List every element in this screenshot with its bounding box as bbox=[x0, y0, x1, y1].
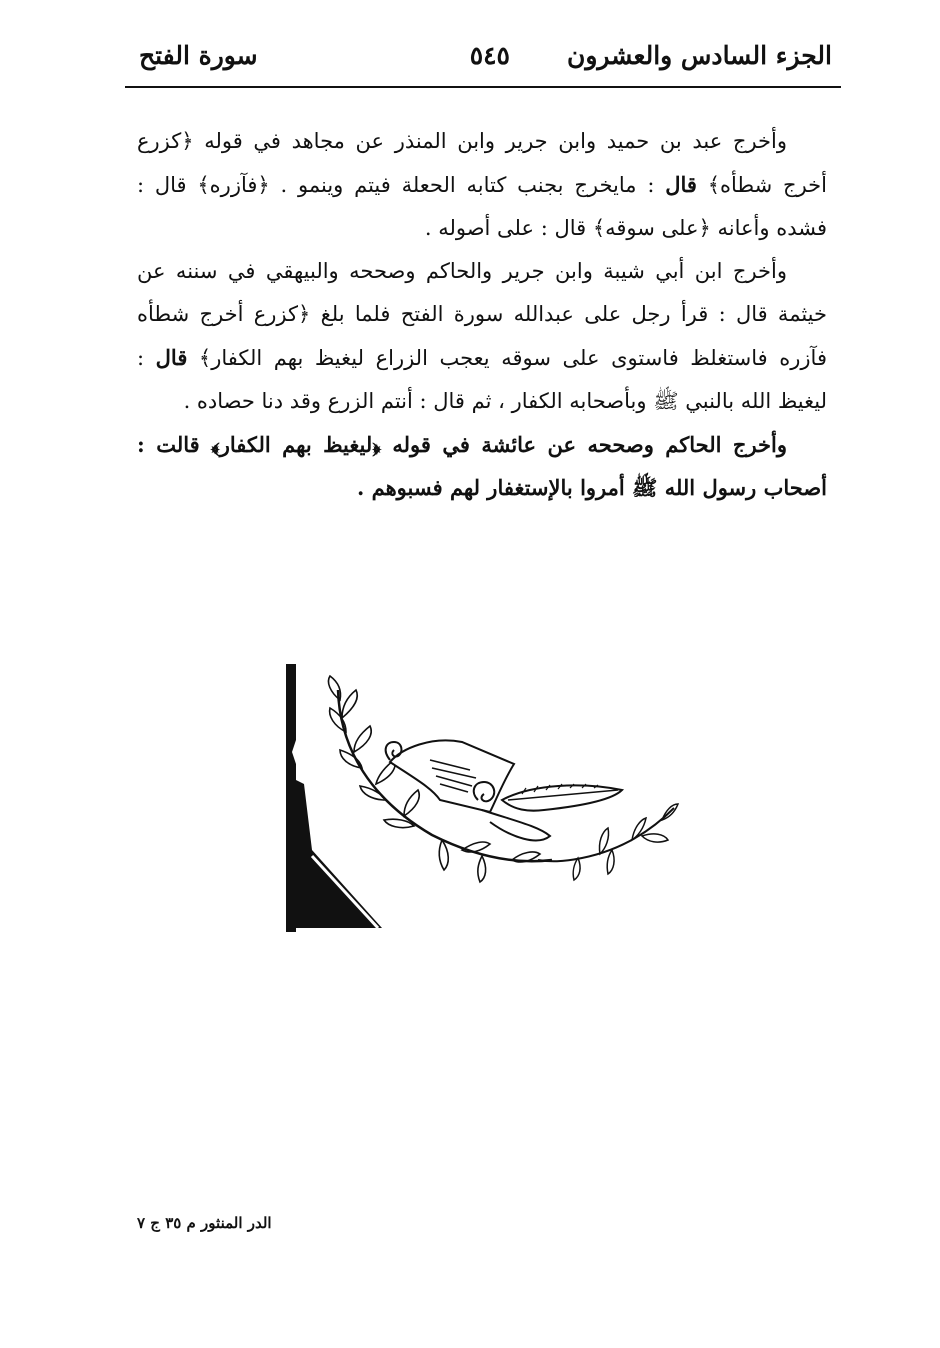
paragraph-3 bbox=[137, 423, 827, 509]
paragraph-2-bold: قال bbox=[155, 345, 188, 370]
surah-title: سورة الفتح bbox=[139, 41, 258, 70]
paragraph-2 bbox=[137, 250, 827, 423]
paragraph-1-bold: قال bbox=[665, 172, 697, 197]
paragraph-3-pre: وأخرج الحاكم وصححه عن عائشة في قوله ﴿ليغيظ بهم الكفار﴾ قالت : أصحاب رسول الله ﷺ أمروا بالإستغفار لهم فسبوهم . bbox=[137, 432, 827, 500]
header-rule bbox=[125, 86, 841, 88]
printer-signature: الدر المنثور م ٣٥ ج ٧ bbox=[137, 1214, 272, 1232]
running-header bbox=[125, 38, 840, 82]
main-text bbox=[137, 120, 827, 509]
paragraph-2-pre: وأخرج ابن أبي شيبة وابن جرير والحاكم وصححه والبيهقي في سننه عن خيثمة قال : قرأ رجل على عبدالله سورة الفتح فلما بلغ ﴿كزرع أخرج شطأه فآزره فاستغلظ فاستوى على سوقه يعجب الزراع ليغيظ بهم الكفار﴾ bbox=[137, 259, 827, 370]
paragraph-1-pre: وأخرج عبد بن حميد وابن جرير وابن المنذر عن مجاهد في قوله ﴿كزرع أخرج شطأه﴾ bbox=[137, 129, 827, 197]
paragraph-1 bbox=[137, 120, 827, 250]
paragraph-2-post: : ليغيظ الله بالنبي ﷺ وبأصحابه الكفار ، ثم قال : أنتم الزرع وقد دنا حصاده . bbox=[137, 346, 827, 413]
page-number: ٥٤٥ bbox=[469, 41, 510, 70]
scroll-quill-olive-branch-icon bbox=[282, 660, 682, 932]
juz-title: الجزء السادس والعشرون bbox=[566, 41, 832, 70]
paragraph-1-post: : مايخرج بجنب كتابه الحعلة فيتم وينمو . ﴿فآزره﴾ قال : فشده وأعانه ﴿على سوقه﴾ قال : على أصوله . bbox=[137, 173, 827, 240]
